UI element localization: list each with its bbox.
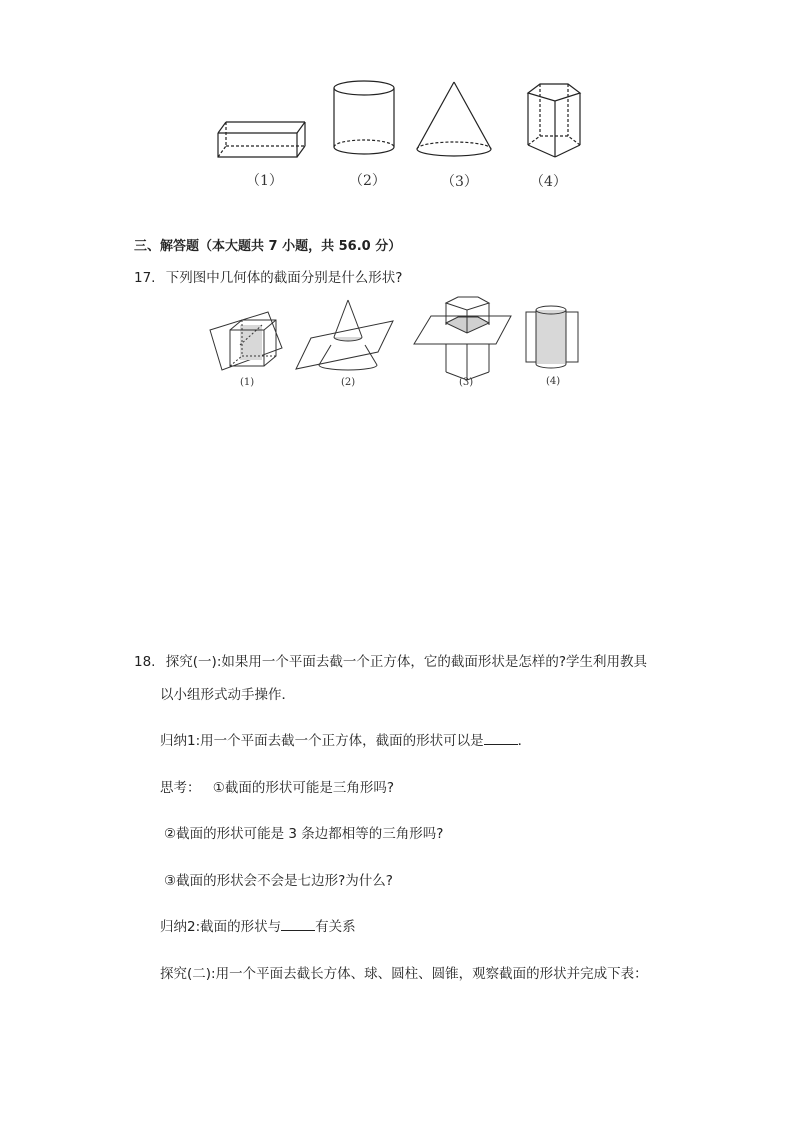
cross-label-1: (1) — [240, 377, 255, 388]
cone-with-plane — [296, 300, 393, 370]
induction-2-text: 归纳2:截面的形状与 — [160, 919, 282, 935]
induction-2-end: 有关系 — [315, 919, 356, 935]
figure-label-2: （2） — [349, 173, 386, 189]
figure-label-1: （1） — [246, 173, 283, 189]
figure-label-3: （3） — [441, 174, 478, 190]
think-1 — [160, 776, 394, 796]
question-text: 下列图中几何体的截面分别是什么形状? — [165, 270, 403, 286]
think-3: ③截面的形状会不会是七边形?为什么? — [164, 873, 393, 889]
question-18-line2: 以小组形式动手操作． — [160, 687, 295, 703]
induction-2 — [160, 915, 356, 935]
question-number: 18. — [134, 654, 156, 670]
question-number: 17. — [134, 270, 156, 286]
cube-with-plane — [210, 312, 282, 370]
question-text: 探究(一):如果用一个平面去截一个正方体，它的截面形状是怎样的?学生利用教具 — [165, 654, 648, 670]
answer-blank-2[interactable] — [281, 918, 315, 931]
cross-label-2: (2) — [341, 377, 356, 388]
explore-2: 探究(二):用一个平面去截长方体、球、圆柱、圆锥，观察截面的形状并完成下表： — [160, 966, 648, 982]
cross-label-3: (3) — [459, 377, 474, 388]
cross-section-figure — [0, 0, 794, 420]
induction-1 — [160, 729, 531, 749]
answer-blank-1[interactable] — [484, 732, 518, 745]
cylinder-with-plane — [526, 306, 578, 368]
cross-label-4: (4) — [546, 376, 561, 387]
section-heading: 三、解答题（本大题共 7 小题，共 56.0 分） — [134, 239, 402, 254]
think-2: ②截面的形状可能是 3 条边都相等的三角形吗? — [164, 826, 444, 842]
question-18-line1 — [134, 650, 647, 670]
figure-label-4: （4） — [530, 174, 567, 190]
prism-with-plane — [414, 297, 511, 380]
think-1-text: ①截面的形状可能是三角形吗? — [212, 780, 395, 796]
think-label: 思考： — [160, 780, 201, 796]
induction-1-end: ． — [517, 733, 532, 749]
induction-1-text: 归纳1:用一个平面去截一个正方体，截面的形状可以是 — [160, 733, 484, 749]
